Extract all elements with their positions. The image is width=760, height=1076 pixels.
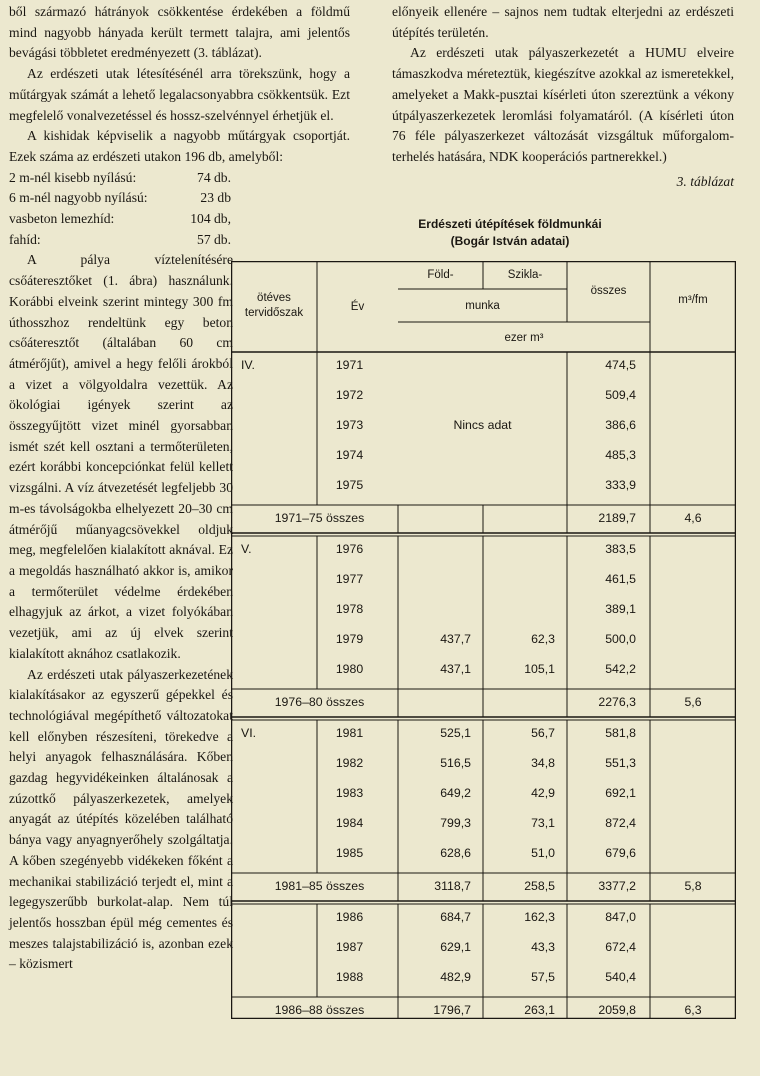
- earth-cell: 516,5: [440, 756, 471, 770]
- no-data-cell: Nincs adat: [453, 418, 512, 432]
- earthwork-table: [231, 261, 736, 1019]
- structure-row: [9, 168, 350, 189]
- total-cell: 474,5: [605, 358, 636, 372]
- header-earth: Föld-: [427, 269, 454, 281]
- sum-rock: 263,1: [524, 1003, 555, 1017]
- table-number: 3. táblázat: [676, 173, 734, 189]
- total-cell: 540,4: [605, 970, 636, 984]
- rock-cell: 162,3: [524, 910, 555, 924]
- year-cell: 1982: [335, 756, 364, 770]
- year-cell: 1977: [335, 572, 364, 586]
- structure-row: [9, 230, 350, 251]
- year-cell: 1971: [335, 358, 364, 372]
- rock-cell: 43,3: [531, 940, 555, 954]
- sum-rock: 258,5: [524, 879, 555, 893]
- year-cell: 1988: [335, 970, 364, 984]
- structure-label: fahíd:: [9, 231, 41, 247]
- year-cell: 1979: [335, 632, 364, 646]
- year-cell: 1980: [335, 662, 364, 676]
- sum-earth: 1796,7: [433, 1003, 471, 1017]
- paragraph: Az erdészeti utak létesítésénél arra törekszünk, hogy a műtárgyak számát a lehető legalacsonyabbra csökkentsük. Ezt megfelelő vonalvezetéssel és hossz-szelvénnyel érhetjük el.: [9, 66, 350, 123]
- period-label: IV.: [241, 358, 255, 372]
- sum-total: 2276,3: [598, 695, 636, 709]
- year-cell: 1985: [335, 846, 364, 860]
- period-label: VI.: [241, 726, 257, 740]
- sum-total: 2189,7: [598, 511, 636, 525]
- header-unit: ezer m³: [504, 332, 544, 344]
- structure-count: 74 db.: [197, 169, 231, 185]
- earth-cell: 437,7: [440, 632, 471, 646]
- total-cell: 872,4: [605, 816, 636, 830]
- rock-cell: 57,5: [531, 970, 555, 984]
- header-total: összes: [590, 285, 627, 297]
- total-cell: 542,2: [605, 662, 636, 676]
- rock-cell: 62,3: [531, 632, 555, 646]
- rock-cell: 73,1: [531, 816, 555, 830]
- structure-label: vasbeton lemezhíd:: [9, 211, 115, 227]
- rock-cell: 56,7: [531, 726, 555, 740]
- paragraph: Az erdészeti utak pályaszerkezetét a HUMU elveire támaszkodva méreteztük, kiegészítve azokkal az ismeretekkel, amelyeket a Makk-pusztai kísérleti úton szereztünk a vékony útpályaszerkezetek leromlási folyamatáról. (A kísérleti úton 76 féle pályaszerkezet változását vizsgáltuk műforgalom-terhelés hatására, NDK kooperációs partnerekkel.): [392, 45, 734, 164]
- earth-cell: 437,1: [440, 662, 471, 676]
- earth-cell: 629,1: [440, 940, 471, 954]
- sum-total: 3377,2: [598, 879, 636, 893]
- sum-label: 1986–88 összes: [274, 1003, 365, 1017]
- year-cell: 1973: [335, 418, 364, 432]
- year-cell: 1978: [335, 602, 364, 616]
- structure-count: 104 db,: [190, 211, 231, 227]
- total-cell: 847,0: [605, 910, 636, 924]
- sum-per-m: 5,8: [684, 879, 702, 893]
- total-cell: 333,9: [605, 478, 636, 492]
- year-cell: 1972: [335, 388, 364, 402]
- earth-cell: 525,1: [440, 726, 471, 740]
- total-cell: 679,6: [605, 846, 636, 860]
- year-cell: 1984: [335, 816, 364, 830]
- sum-per-m: 4,6: [684, 511, 702, 525]
- year-cell: 1975: [335, 478, 364, 492]
- earth-cell: 799,3: [440, 816, 471, 830]
- total-cell: 500,0: [605, 632, 636, 646]
- paragraph: Az erdészeti utak pályaszerkezetének kialakításakor az egyszerű gépekkel és technológiával megépíthető változatokat kell előnyben részesíteni, törekedve a helyi anyagok felhasználására. Kőben gazdag hegyvidékeinken általánosak a zúzottkő pályaszerkezetek, amelyek anyagát az útépítés közelében található bánya vagy anyagnyerőhely szolgáltatja. A kőben szegényebb vidékeken főként a mechanikai stabilizáció terjedt el, mint a legegyszerűbb burkolat-alap. Nem túl jelentős hosszban épül még cementes és meszes talajstabilizáció is, azonban ezek – közismert: [9, 666, 233, 972]
- narrow-text-block: [9, 250, 233, 975]
- sum-label: 1981–85 összes: [274, 879, 365, 893]
- header-period: tervidőszak: [244, 307, 304, 319]
- sum-total: 2059,8: [598, 1003, 636, 1017]
- structure-label: 6 m-nél nagyobb nyílású:: [9, 190, 148, 206]
- sum-label: 1976–80 összes: [274, 695, 365, 709]
- structure-count: 57 db.: [197, 231, 231, 247]
- total-cell: 672,4: [605, 940, 636, 954]
- total-cell: 509,4: [605, 388, 636, 402]
- rock-cell: 105,1: [524, 662, 555, 676]
- earth-cell: 649,2: [440, 786, 471, 800]
- rock-cell: 51,0: [531, 846, 555, 860]
- header-per-m: m³/fm: [678, 294, 708, 306]
- paragraph: előnyeik ellenére – sajnos nem tudtak elterjedni az erdészeti útépítés területén.: [392, 4, 734, 40]
- total-cell: 551,3: [605, 756, 636, 770]
- earth-cell: 684,7: [440, 910, 471, 924]
- year-cell: 1976: [335, 542, 364, 556]
- header-year: Év: [350, 301, 365, 313]
- structure-label: 2 m-nél kisebb nyílású:: [9, 169, 137, 185]
- period-label: V.: [241, 542, 252, 556]
- earth-cell: 482,9: [440, 970, 471, 984]
- rock-cell: 34,8: [531, 756, 555, 770]
- paragraph: ből származó hátrányok csökkentése érdekében a földmű mind nagyobb hányada került termett talajra, ami jelentős bevágási többletet eredményezett (3. táblázat).: [9, 4, 350, 61]
- total-cell: 386,6: [605, 418, 636, 432]
- sum-label: 1971–75 összes: [274, 511, 365, 525]
- table-title: Erdészeti útépítések földmunkái: [418, 217, 602, 231]
- header-period: ötéves: [257, 292, 291, 304]
- structure-list: [9, 168, 350, 251]
- rock-cell: 42,9: [531, 786, 555, 800]
- total-cell: 389,1: [605, 602, 636, 616]
- structure-row: [9, 209, 350, 230]
- total-cell: 461,5: [605, 572, 636, 586]
- paragraph: A pálya víztelenítésére csőáteresztőket (1. ábra) használunk. Korábbi elveink szerint mintegy 300 fm úthosszhoz rendeltünk egy beton csőáteresztőt (általában 60 cm átmérőjűt), amivel a hegy felőli árokból a vizet a völgyoldalra vezettük. Az ökológiai igények szerint az összegyűjtött vizet minél gyorsabban ismét szét kell osztani a termőterületen, ezért korábbi koncepciónkat felül kellett vizsgálni. A víz átvezetését legfeljebb 30 m-es távolságokba elhelyezett 20–30 cm átmérőjű műanyagcsövekkel oldjuk meg, megfelelően kialakított aknával. Ez a megoldás használható akkor is, amikor a termőterület védelme érdekében elhagyjuk az árkot, a vizet folyókában vezetjük, ami az új elvek szerint kialakított aknához csatlakozik.: [9, 252, 233, 661]
- sum-earth: 3118,7: [434, 879, 471, 893]
- year-cell: 1983: [335, 786, 364, 800]
- sum-per-m: 6,3: [684, 1003, 702, 1017]
- year-cell: 1981: [335, 726, 364, 740]
- total-cell: 692,1: [605, 786, 636, 800]
- year-cell: 1974: [335, 448, 364, 462]
- structure-row: [9, 188, 350, 209]
- earth-cell: 628,6: [440, 846, 471, 860]
- table-source: (Bogár István adatai): [450, 234, 570, 248]
- header-rock: Szikla-: [507, 269, 543, 281]
- structure-count: 23 db: [200, 190, 231, 206]
- header-work: munka: [465, 300, 500, 312]
- total-cell: 485,3: [605, 448, 636, 462]
- year-cell: 1986: [335, 910, 364, 924]
- year-cell: 1987: [335, 940, 364, 954]
- right-column: [392, 2, 734, 192]
- total-cell: 581,8: [605, 726, 636, 740]
- paragraph: A kishidak képviselik a nagyobb műtárgyak csoportját. Ezek száma az erdészeti utakon 196 db, amelyből:: [9, 128, 350, 164]
- total-cell: 383,5: [605, 542, 636, 556]
- sum-per-m: 5,6: [684, 695, 702, 709]
